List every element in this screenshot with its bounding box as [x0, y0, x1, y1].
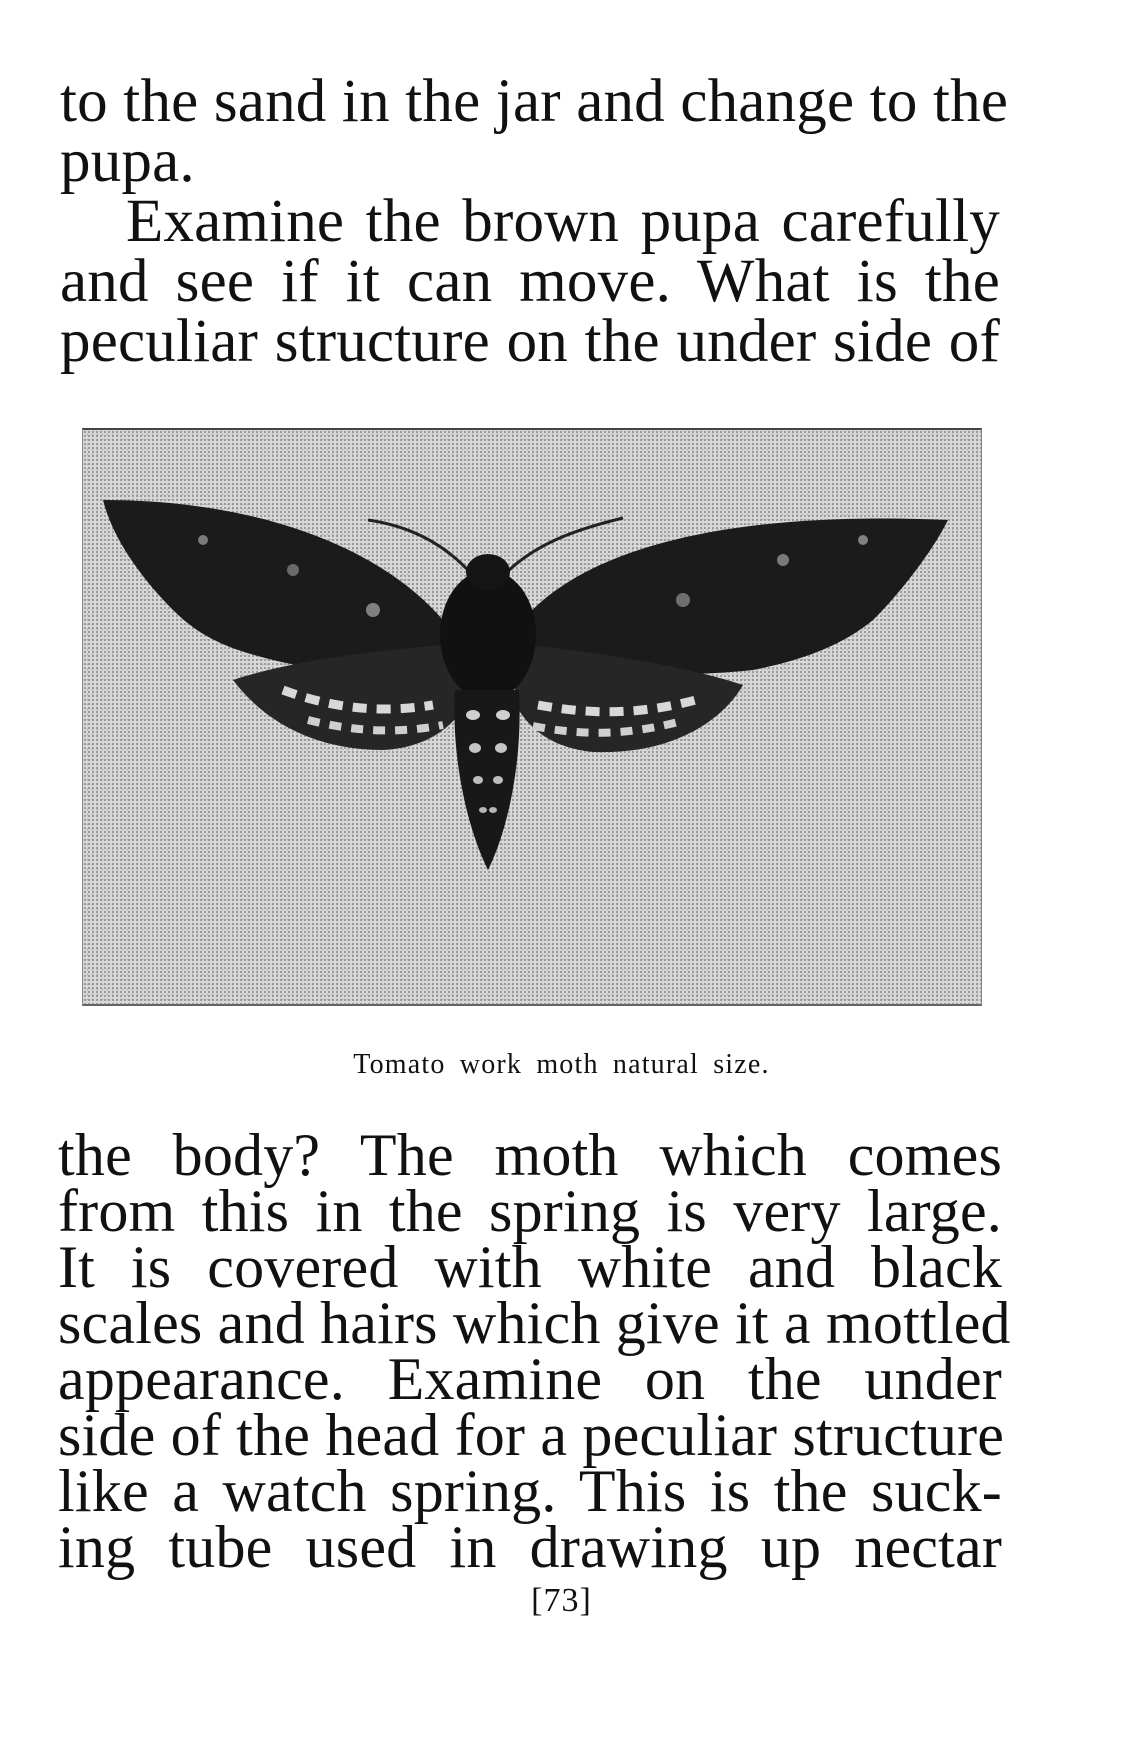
top-paragraph — [60, 68, 1009, 375]
text-line: side of the head for a peculiar structure — [58, 1402, 1005, 1468]
text-line: and see if it can move. What is the — [60, 248, 1000, 315]
page-number: [73] — [531, 1582, 592, 1619]
text-line: appearance. Examine on the under — [58, 1346, 1002, 1412]
moth-illustration — [83, 430, 981, 1004]
text-line: scales and hairs which give it a mottled — [58, 1290, 1011, 1356]
text-line: Examine the brown pupa carefully — [126, 188, 1000, 255]
moth-photograph — [82, 428, 982, 1006]
figure-caption: Tomato work moth natural size. — [353, 1049, 770, 1080]
text-line: pupa. — [60, 128, 195, 195]
text-line: like a watch spring. This is the suck- — [58, 1458, 1002, 1524]
text-line: It is covered with white and black — [58, 1234, 1002, 1300]
bottom-paragraph — [58, 1122, 1011, 1580]
text-line: ing tube used in drawing up nectar — [58, 1514, 1002, 1580]
text-line: peculiar structure on the under side of — [60, 308, 1000, 375]
text-line: the body? The moth which comes — [58, 1122, 1002, 1188]
text-line: from this in the spring is very large. — [58, 1178, 1002, 1244]
text-line: to the sand in the jar and change to the — [60, 68, 1009, 135]
